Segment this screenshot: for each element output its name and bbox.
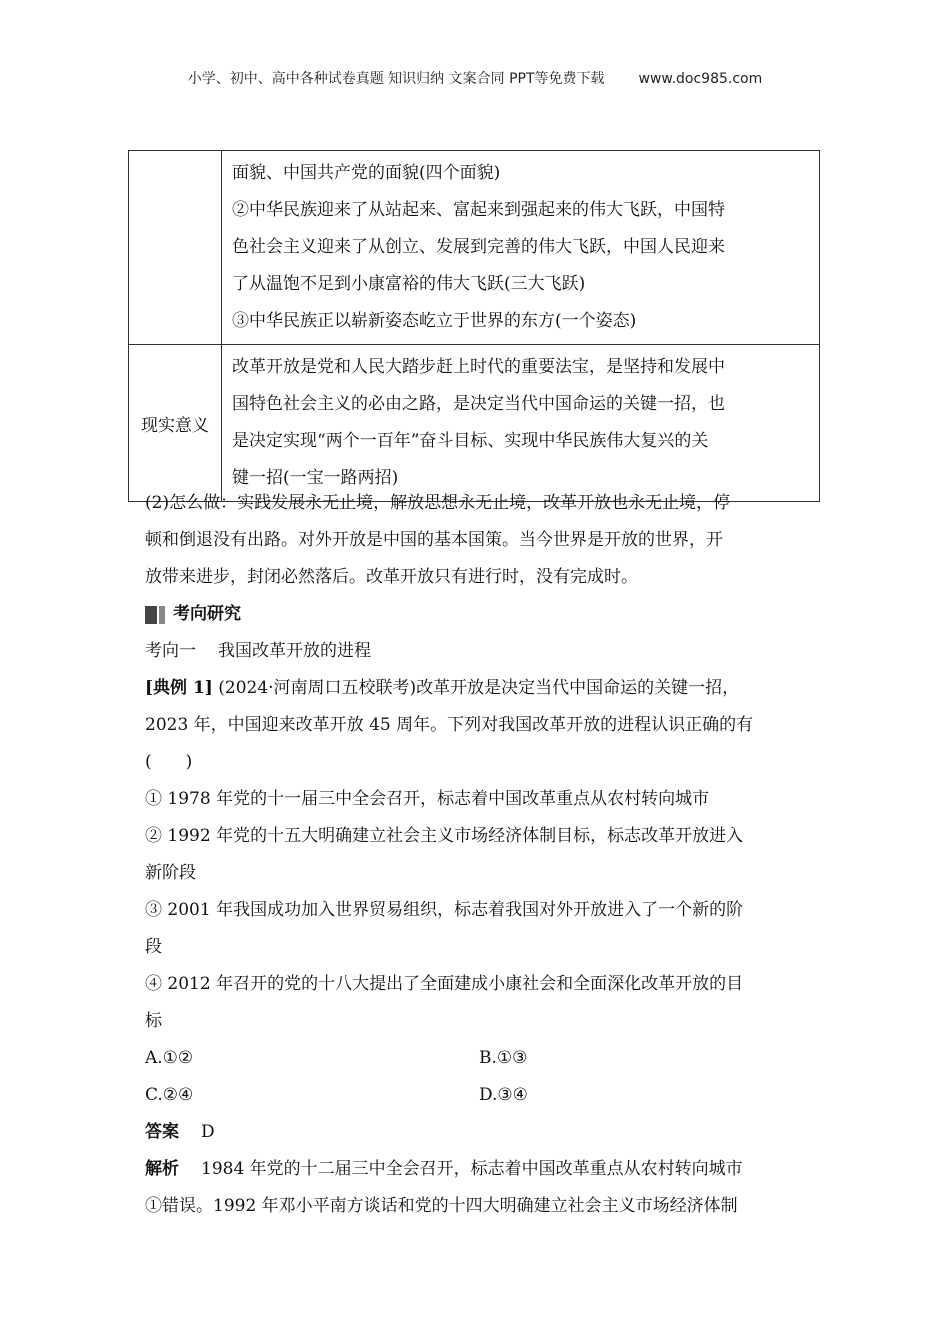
page-header — [0, 68, 950, 88]
example-item: 标 — [145, 1011, 162, 1031]
analysis-line — [145, 1151, 813, 1188]
table-line: ③中华民族正以崭新姿态屹立于世界的东方(一个姿态) — [232, 311, 637, 331]
table-row — [129, 151, 820, 345]
example-item: 新阶段 — [145, 863, 196, 883]
answer-label: 答案 — [145, 1122, 179, 1142]
example-item: ② 1992 年党的十五大明确建立社会主义市场经济体制目标，标志改革开放进入 — [145, 826, 744, 846]
answer-blank: ( ) — [145, 752, 193, 772]
table-row-label: 现实意义 — [129, 345, 222, 502]
analysis-line: ①错误。1992 年邓小平南方谈话和党的十四大明确建立社会主义市场经济体制 — [145, 1196, 738, 1216]
example-intro: (2024·河南周口五校联考)改革开放是决定当代中国命运的关键一招， — [212, 678, 740, 698]
answer-value: D — [201, 1122, 215, 1142]
how-line: 放带来进步，封闭必然落后。改革开放只有进行时，没有完成时。 — [145, 567, 638, 587]
table-row-label — [129, 151, 222, 345]
table-line: 键一招(一宝一路两招) — [232, 468, 399, 488]
option-d: D.③④ — [479, 1085, 528, 1105]
table-row-content — [222, 151, 820, 345]
answer-line — [145, 1114, 813, 1151]
table-row — [129, 345, 820, 502]
analysis-text: 1984 年党的十二届三中全会召开，标志着中国改革重点从农村转向城市 — [201, 1159, 743, 1179]
table-line: 面貌、中国共产党的面貌(四个面貌) — [232, 163, 501, 183]
table-line: ②中华民族迎来了从站起来、富起来到强起来的伟大飞跃，中国特 — [232, 200, 725, 220]
analysis-label: 解析 — [145, 1159, 179, 1179]
section-marker-icon — [145, 606, 157, 624]
example-line: 2023 年，中国迎来改革开放 45 周年。下列对我国改革开放的进程认识正确的有 — [145, 715, 754, 735]
table-line: 是决定实现“两个一百年”奋斗目标、实现中华民族伟大复兴的关 — [232, 431, 709, 451]
direction-title: 我国改革开放的进程 — [218, 641, 371, 661]
example-item: ③ 2001 年我国成功加入世界贸易组织，标志着我国对外开放进入了一个新的阶 — [145, 900, 744, 920]
how-line: (2)怎么做：实践发展永无止境，解放思想永无止境，改革开放也永无止境，停 — [145, 493, 731, 513]
section-marker-icon — [159, 606, 165, 624]
example-item: ① 1978 年党的十一届三中全会召开，标志着中国改革重点从农村转向城市 — [145, 789, 710, 809]
table-line: 了从温饱不足到小康富裕的伟大飞跃(三大飞跃) — [232, 274, 586, 294]
direction-line — [145, 633, 813, 670]
table-line: 改革开放是党和人民大踏步赶上时代的重要法宝，是坚持和发展中 — [232, 357, 725, 377]
options-row — [145, 1040, 813, 1077]
example-line — [145, 670, 813, 707]
options-row — [145, 1077, 813, 1114]
option-a: A.①② — [145, 1048, 194, 1068]
example-item: ④ 2012 年召开的党的十八大提出了全面建成小康社会和全面深化改革开放的目 — [145, 974, 744, 994]
section-title: 考向研究 — [173, 604, 241, 624]
table-line: 国特色社会主义的必由之路，是决定当代中国命运的关键一招，也 — [232, 394, 725, 414]
header-url[interactable]: www.doc985.com — [638, 71, 763, 87]
section-heading — [145, 596, 813, 633]
table-line: 色社会主义迎来了从创立、发展到完善的伟大飞跃，中国人民迎来 — [232, 237, 725, 257]
document-body — [145, 485, 813, 1225]
option-b: B.①③ — [479, 1048, 528, 1068]
header-text: 小学、初中、高中各种试卷真题 知识归纳 文案合同 PPT等免费下载 — [187, 71, 605, 87]
content-table — [128, 150, 820, 502]
direction-label: 考向一 — [145, 641, 196, 661]
option-c: C.②④ — [145, 1085, 194, 1105]
example-tag: [典例 1] — [145, 678, 213, 698]
table-row-content — [222, 345, 820, 502]
how-line: 顿和倒退没有出路。对外开放是中国的基本国策。当今世界是开放的世界，开 — [145, 530, 723, 550]
example-item: 段 — [145, 937, 162, 957]
